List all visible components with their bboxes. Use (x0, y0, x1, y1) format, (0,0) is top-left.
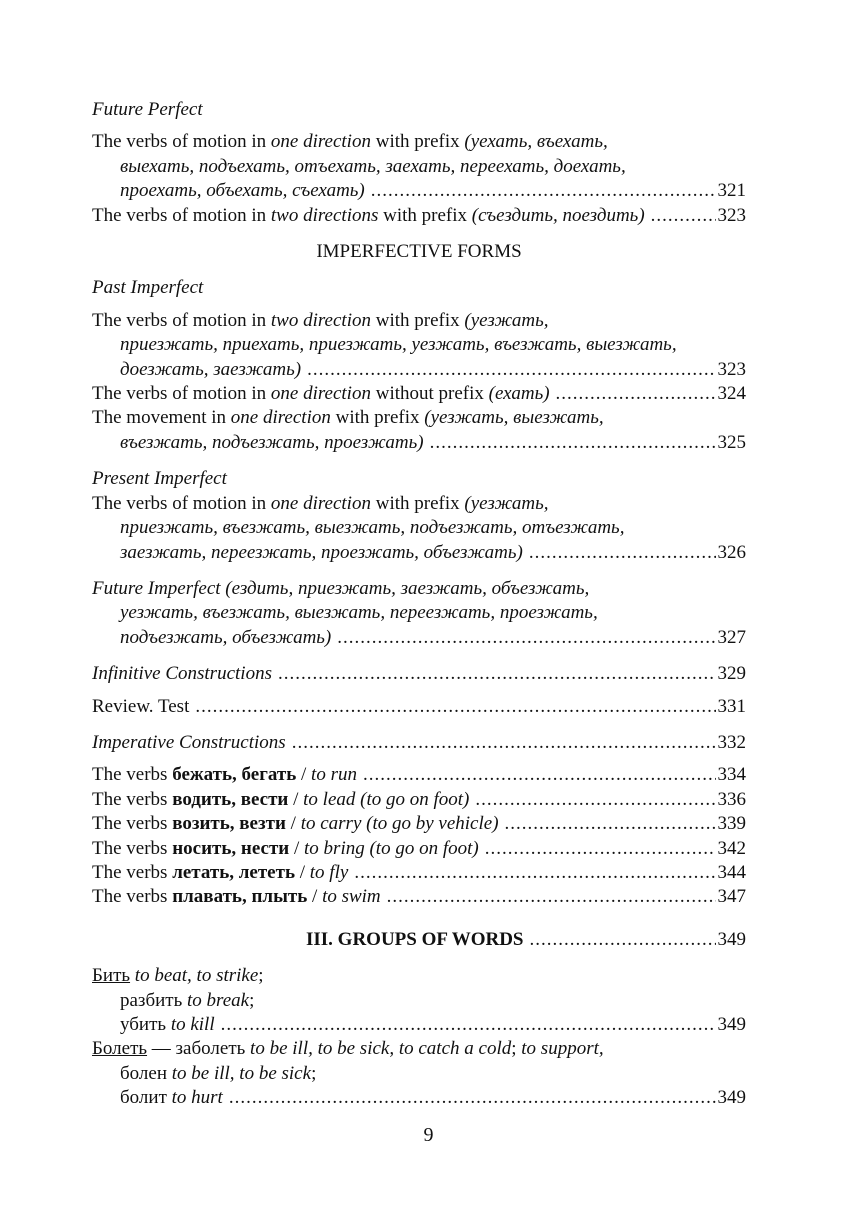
section-heading-past-imperfect: Past Imperfect (92, 277, 204, 299)
toc-entry: The movement in one direction with prefix (уезжать, выезжать, (92, 407, 604, 429)
page-ref: 326 (717, 541, 746, 563)
toc-entry: The verbs of motion in one direction with prefix (уехать, въехать, (92, 131, 608, 153)
page-ref: 324 (717, 383, 746, 405)
page-ref: 332 (717, 731, 746, 753)
page-ref: 323 (717, 358, 746, 380)
verbs-list (92, 763, 746, 909)
toc-entry: The verbs of motion in two direction with prefix (уезжать, (92, 309, 549, 331)
toc-entry-end: проехать, объехать, съехать) ..... 321 (92, 179, 746, 203)
list-item: The verbs бежать, бегать / to run ..... 334 (92, 763, 746, 787)
toc-entry-imperative: Imperative Constructions ..... 332 (92, 731, 746, 755)
word-entry-bolet: Болеть — заболеть to be ill, to be sick, to catch a cold; to support, (92, 1038, 604, 1060)
list-item: The verbs возить, везти / to carry (to go by vehicle) ..... 339 (92, 812, 746, 836)
page-number: 9 (423, 1124, 434, 1146)
section-heading-future-perfect: Future Perfect (92, 99, 203, 120)
toc-entry: The verbs of motion in two directions with prefix (съездить, поездить) ..... 323 (92, 204, 746, 228)
page-ref: 329 (717, 663, 746, 685)
list-item: The verbs носить, нести / to bring (to go on foot) ..... 342 (92, 837, 746, 861)
toc-entry-infinitive: Infinitive Constructions ..... 329 (92, 662, 746, 686)
list-item: The verbs летать, лететь / to fly ..... 344 (92, 861, 746, 885)
leader-dots (371, 179, 716, 203)
word-entry-bit: Бить to beat, to strike; (92, 965, 264, 987)
toc-entry-review: Review. Test ..... 331 (92, 695, 746, 719)
toc-entry-future-imperfect: Future Imperfect (ездить, приезжать, заезжать, объезжать, (92, 577, 590, 599)
page-ref: 321 (717, 180, 746, 202)
page-ref: 331 (717, 695, 746, 717)
list-item: The verbs плавать, плыть / to swim ..... 347 (92, 885, 746, 909)
page-ref: 327 (717, 626, 746, 648)
section-heading-present-imperfect: Present Imperfect (92, 468, 227, 490)
toc-entry: The verbs of motion in one direction without prefix (ехать) ..... 324 (92, 382, 746, 406)
toc-entry: The verbs of motion in one direction with prefix (уезжать, (92, 492, 549, 514)
list-item: The verbs водить, вести / to lead (to go on foot) ..... 336 (92, 788, 746, 812)
table-of-contents: Future Perfect The verbs of motion in one direction with prefix (уехать, въехать, выехать, подъехать, отъехать, заехать, переехать, доехать, проехать, объехать, съехать) ..... 321 The verbs of motion in two directions with prefix (съездить, поездить) ..... 323 IMPERFECTIVE FORMS Past Imperfect The verbs of motion in two direction with prefix (уезжать, приезжать, приехать, приезжать, уезжать, въезжать, выезжать, доезжать, заезжать) ..... 323 The verbs of motion in one direction without prefix (ехать) ..... 324 The movement in one direction with prefix (уезжать, выезжать, въезжать, подъезжать, проезжать) ..... 325 Present Imperfect The verbs of motion in one direction with prefix (уезжать, приезжать, въезжать, выезжать, подъезжать, отъезжать, заезжать, переезжать, проезжать, объезжать) ..... 326 Future Imperfect (ездить, приезжать, заезжать, объезжать, уезжать, въезжать, выезжать, переезжать, проезжать, подъезжать, объезжать) ..... 327 Infinitive Constructions ..... 329 Review. Test ..... 331 Imperative Constructions ..... 332 The verbs бежать, бегать / to run ..... 334 The verbs водить, вести / to lead (to go on foot) ..... 336 The verbs возить, везти / to carry (to go by vehicle) ..... 339 The verbs носить, нести / to bring (to go on foot) ..... 342 The verbs летать, лететь / to fly ..... 344 The verbs плавать, плыть / to swim ..... 347 III. GROUPS OF WORDS ..... 349 Бить to beat, to strike; разбить to break; убить to kill ..... 349 Болеть — заболеть to be ill, to be sick, to catch a cold; to support, болен to be ill, to be sick; болит to hurt ..... 349 (92, 98, 746, 1111)
page-ref: 325 (717, 431, 746, 453)
page-ref: 323 (717, 204, 746, 226)
section-heading-imperfective: IMPERFECTIVE FORMS (316, 241, 522, 263)
toc-entry-groups: III. GROUPS OF WORDS ..... 349 (92, 928, 746, 952)
leader-dots (651, 204, 716, 228)
